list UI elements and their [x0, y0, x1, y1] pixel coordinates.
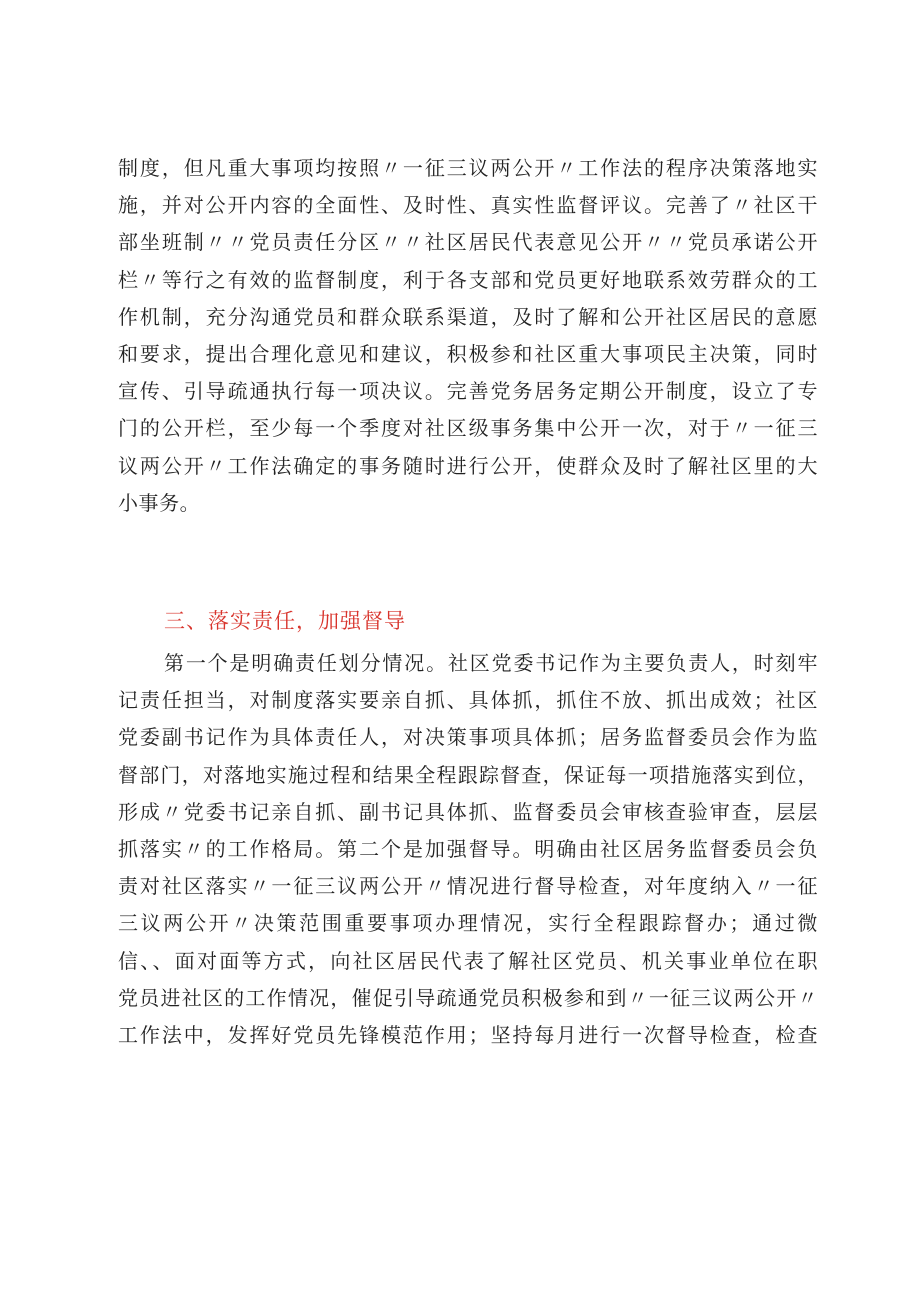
- paragraph-line: 施，并对公开内容的全面性、及时性、真实性监督评议。完善了〃社区干: [118, 193, 818, 218]
- paragraph-line: 记责任担当，对制度落实要亲自抓、具体抓，抓住不放、抓出成效；社区: [118, 688, 818, 713]
- paragraph-line: 作机制，充分沟通党员和群众联系渠道，及时了解和公开社区居民的意愿: [118, 304, 818, 329]
- paragraph-line: 栏〃等行之有效的监督制度，利于各支部和党员更好地联系效劳群众的工: [118, 267, 818, 292]
- paragraph-line: 形成〃党委书记亲自抓、副书记具体抓、监督委员会审核查验审查，层层: [118, 799, 818, 824]
- paragraph-line: 宣传、引导疏通执行每一项决议。完善党务居务定期公开制度，设立了专: [118, 379, 818, 404]
- paragraph-line: 党员进社区的工作情况，催促引导疏通党员积极参和到〃一征三议两公开〃: [118, 985, 818, 1010]
- paragraph-line: 部坐班制〃〃党员责任分区〃〃社区居民代表意见公开〃〃党员承诺公开: [118, 230, 818, 255]
- paragraph-line: 工作法中，发挥好党员先锋模范作用；坚持每月进行一次督导检查，检查: [118, 1022, 818, 1047]
- paragraph-public-disclosure: [118, 150, 818, 522]
- section-heading: 三、落实责任，加强督导: [164, 609, 406, 633]
- paragraph-line: 议两公开〃工作法确定的事务随时进行公开，使群众及时了解社区里的大: [118, 453, 818, 478]
- paragraph-line: 责对社区落实〃一征三议两公开〃情况进行督导检查，对年度纳入〃一征: [118, 874, 818, 899]
- paragraph-line: 门的公开栏，至少每一个季度对社区级事务集中公开一次，对于〃一征三: [118, 416, 818, 441]
- paragraph-line: 信、、面对面等方式，向社区居民代表了解社区党员、机关事业单位在职: [118, 948, 818, 973]
- paragraph-line: 和要求，提出合理化意见和建议，积极参和社区重大事项民主决策，同时: [118, 341, 818, 366]
- paragraph-line: 抓落实〃的工作格局。第二个是加强督导。明确由社区居务监督委员会负: [118, 836, 818, 861]
- paragraph-line: 小事务。: [118, 490, 201, 515]
- paragraph-line: 制度，但凡重大事项均按照〃一征三议两公开〃工作法的程序决策落地实: [118, 156, 818, 180]
- paragraph-responsibility: [118, 645, 818, 1054]
- paragraph-line: 三议两公开〃决策范围重要事项办理情况，实行全程跟踪督办；通过微: [118, 911, 818, 936]
- paragraph-line: 第一个是明确责任划分情况。社区党委书记作为主要负责人，时刻牢: [164, 651, 818, 675]
- paragraph-line: 党委副书记作为具体责任人，对决策事项具体抓；居务监督委员会作为监: [118, 725, 818, 750]
- paragraph-line: 督部门，对落地实施过程和结果全程跟踪督查，保证每一项措施落实到位，: [118, 762, 818, 787]
